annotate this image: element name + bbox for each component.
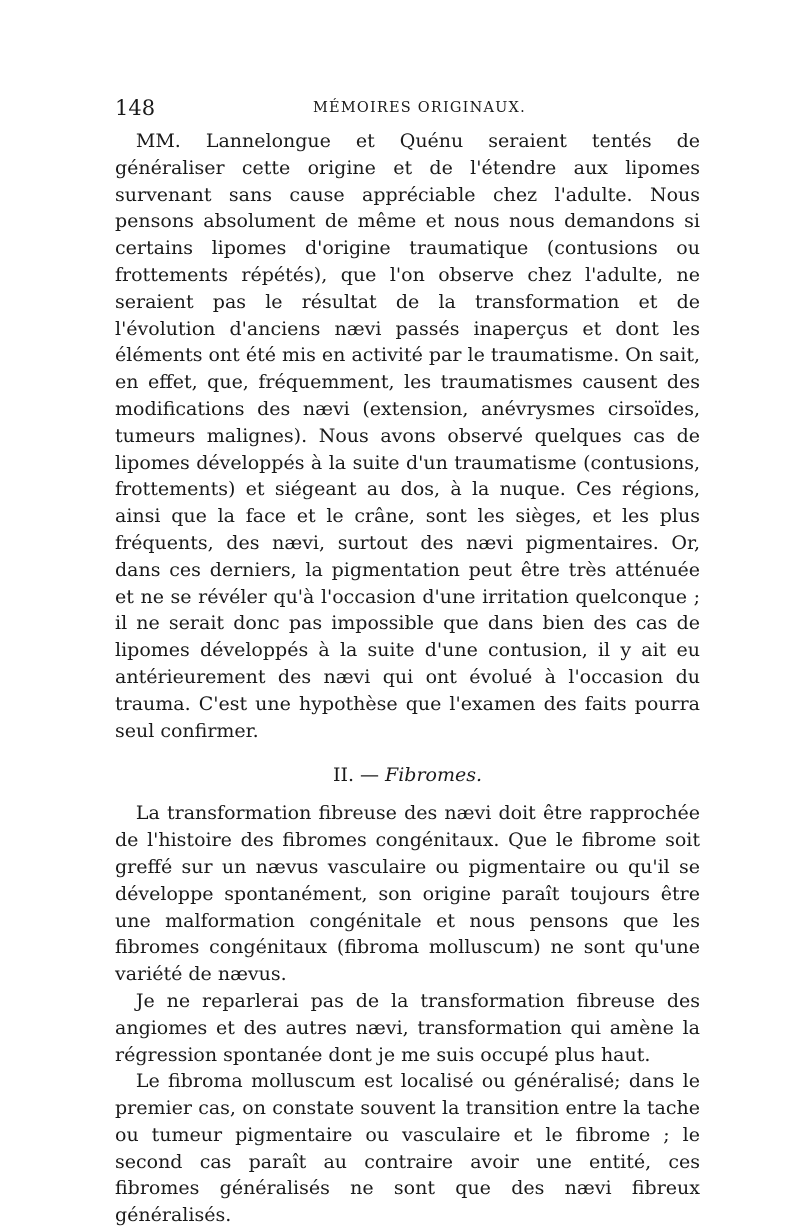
section-heading [115,762,700,788]
paragraph-angiomes: Je ne reparlerai pas de la transformation fibreuse des angiomes et des autres nævi, transformation qui amène la régression spontanée dont je me suis occupé plus haut. [115,989,700,1066]
running-head [115,96,700,124]
paragraph-fibromes-intro: La transformation fibreuse des nævi doit être rapprochée de l'histoire des fibromes congénitaux. Que le fibrome soit greffé sur un nævus vasculaire ou pigmentaire ou qu'il se développe spontanément, son origine paraît toujours être une malformation congénitale et nous pensons que les fibromes congénitaux (fibroma molluscum) ne sont qu'une variété de nævus. [115,802,700,986]
running-title: MÉMOIRES ORIGINAUX. [313,100,526,116]
section-dash: — [360,764,380,787]
body-text [115,128,700,1229]
paragraph-fibroma-molluscum: Le fibroma molluscum est localisé ou généralisé; dans le premier cas, on constate souvent la transition entre la tache ou tumeur pigmentaire ou vasculaire et le fibrome ; le second cas paraît au contraire avoir une entité, ces fibromes généralisés ne sont que des nævi fibreux généralisés. [115,1070,700,1227]
section-title: Fibromes. [385,764,483,787]
page [115,96,700,1229]
paragraph-lipomes: MM. Lannelongue et Quénu seraient tentés de généraliser cette origine et de l'étendre aux lipomes survenant sans cause appréciable chez l'adulte. Nous pensons absolument de même et nous nous demandons si certains lipomes d'origine traumatique (contusions ou frottements répétés), que l'on observe chez l'adulte, ne seraient pas le résultat de la transformation et de l'évolution d'anciens nævi passés inaperçus et dont les éléments ont été mis en activité par le traumatisme. On sait, en effet, que, fréquemment, les traumatismes causent des modifications des nævi (extension, anévrysmes cirsoïdes, tumeurs malignes). Nous avons observé quelques cas de lipomes développés à la suite d'un traumatisme (contusions, frottements) et siégeant au dos, à la nuque. Ces régions, ainsi que la face et le crâne, sont les sièges, et les plus fréquents, des nævi, surtout des nævi pigmentaires. Or, dans ces derniers, la pigmentation peut être très atténuée et ne se révéler qu'à l'occasion d'une irritation quelconque ; il ne serait donc pas impossible que dans bien des cas de lipomes développés à la suite d'une contusion, il y ait eu antérieurement des nævi qui ont évolué à l'occasion du trauma. C'est une hypothèse que l'examen des faits pourra seul confirmer. [115,130,700,742]
section-number: II. [332,764,355,787]
page-number: 148 [115,96,156,120]
